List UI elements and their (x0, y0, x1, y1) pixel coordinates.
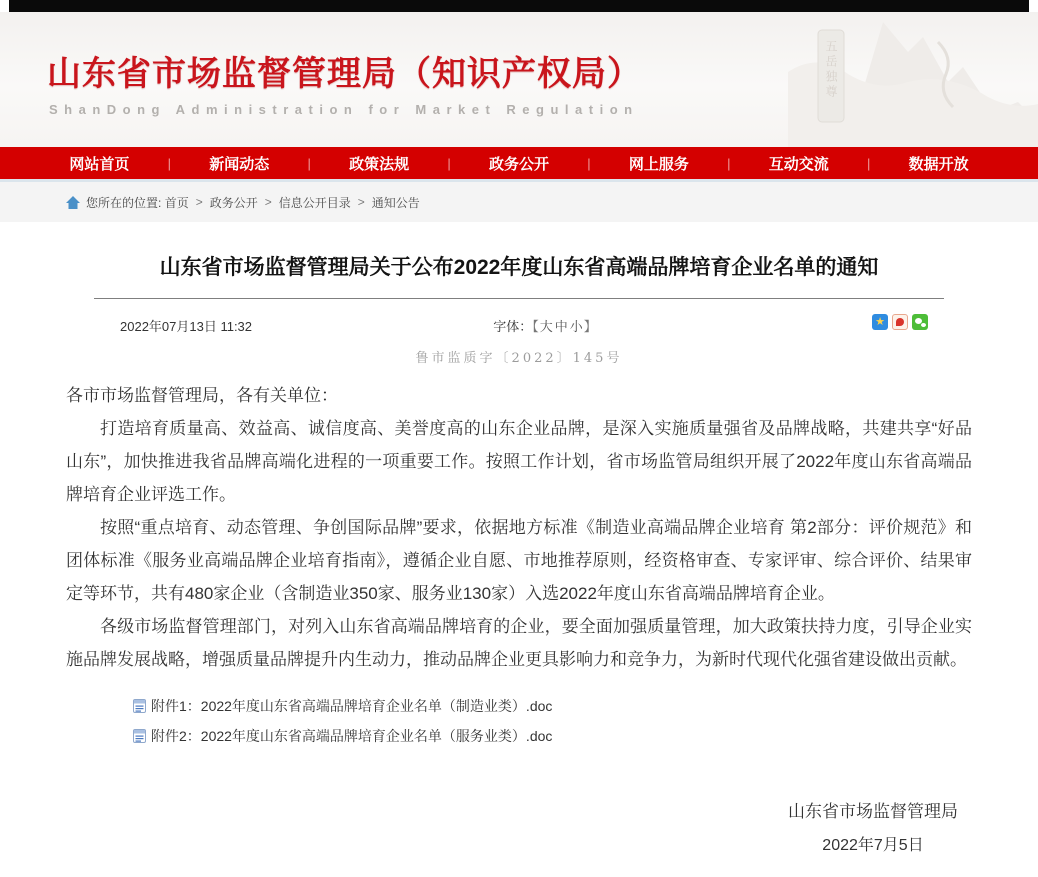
breadcrumb (0, 179, 1038, 222)
home-icon (66, 196, 80, 209)
article-body (0, 366, 1038, 676)
nav-separator: | (727, 155, 731, 171)
main-nav (0, 147, 1038, 179)
publish-date: 2022年07月13日 11:32 (120, 319, 253, 334)
signature-org: 山东省市场监督管理局 (788, 802, 958, 821)
body-paragraph: 各级市场监督管理部门，对列入山东省高端品牌培育的企业，要全面加强质量管理，加大政策扶持力度，引导企业实施品牌发展战略，增强质量品牌提升内生动力，推动品牌企业更具影响力和竞争力，为新时代现代化强省建设做出贡献。 (66, 617, 972, 669)
nav-separator: | (167, 155, 172, 171)
attachment-row (133, 691, 1038, 721)
doc-file-icon (133, 699, 146, 713)
body-paragraph: 打造培育质量高、效益高、诚信度高、美誉度高的山东企业品牌，是深入实施质量强省及品牌战略，共建共享“好品山东”，加快推进我省品牌高端化进程的一项重要工作。按照工作计划，省市场监管局组织开展了2022年度山东省高端品牌培育企业评选工作。 (66, 419, 972, 504)
breadcrumb-prefix: 您所在的位置: (86, 195, 162, 210)
qzone-share-icon[interactable]: ★ (872, 314, 888, 330)
nav-separator: | (307, 155, 311, 171)
nav-separator: | (587, 155, 591, 171)
font-size-label: 字体： (493, 319, 533, 334)
nav-separator: | (867, 155, 871, 171)
font-bracket-close: 】 (583, 319, 597, 334)
breadcrumb-item-info-catalog[interactable]: 信息公开目录 (278, 195, 351, 210)
attachment-2-link[interactable]: 附件2：2022年度山东省高端品牌培育企业名单（服务业类）.doc (151, 728, 553, 744)
nav-item-open-data[interactable]: 数据开放 (908, 155, 969, 173)
weibo-share-icon[interactable] (892, 314, 908, 330)
signature-date: 2022年7月5日 (822, 837, 924, 854)
breadcrumb-separator: > (264, 195, 272, 209)
article-page (0, 222, 1038, 863)
font-size-medium-button[interactable]: 中 (554, 319, 568, 334)
stele-watermark-text: 五岳独尊 (824, 40, 838, 100)
breadcrumb-item-home[interactable]: 首页 (164, 195, 189, 210)
wechat-share-icon[interactable] (912, 314, 928, 330)
font-size-widget (493, 316, 597, 335)
breadcrumb-item-gov-affairs[interactable]: 政务公开 (209, 195, 258, 210)
body-paragraph: 按照“重点培育、动态管理、争创国际品牌”要求，依据地方标准《制造业高端品牌企业培育 第2部分：评价规范》和团体标准《服务业高端品牌企业培育指南》，遵循企业自愿、市地推荐原则，经资格审查、专家评审、综合评价、结果审定等环节，共有480家企业（含制造业350家、服务业130家）入选2022年度山东省高端品牌培育企业。 (66, 518, 972, 603)
doc-file-icon (133, 729, 146, 743)
title-divider (94, 298, 944, 299)
font-size-large-button[interactable]: 大 (539, 319, 553, 334)
nav-item-policy[interactable]: 政策法规 (349, 155, 410, 173)
nav-item-interaction[interactable]: 互动交流 (768, 155, 829, 173)
signature-block (0, 795, 1038, 863)
font-size-small-button[interactable]: 小 (569, 319, 583, 334)
breadcrumb-separator: > (357, 195, 365, 209)
site-title: 山东省市场监督管理局（知识产权局） (47, 55, 642, 93)
share-buttons (872, 314, 928, 330)
site-subtitle-en: ShanDong Administration for Market Regulation (49, 102, 639, 117)
breadcrumb-item-notices: 通知公告 (371, 195, 420, 210)
nav-item-online-service[interactable]: 网上服务 (628, 155, 689, 173)
mountain-watermark-art (788, 12, 1038, 147)
breadcrumb-separator: > (195, 195, 203, 209)
font-bracket-open: 【 (532, 319, 539, 334)
nav-item-home[interactable]: 网站首页 (69, 155, 130, 173)
salutation: 各市市场监督管理局，各有关单位： (66, 386, 338, 405)
nav-separator: | (447, 155, 451, 171)
browser-top-strip (9, 0, 1029, 12)
article-title: 山东省市场监督管理局关于公布2022年度山东省高端品牌培育企业名单的通知 (159, 256, 879, 279)
attachment-1-link[interactable]: 附件1：2022年度山东省高端品牌培育企业名单（制造业类）.doc (151, 698, 553, 714)
site-header (0, 12, 1038, 147)
site-brand (47, 46, 642, 117)
document-number: 鲁市监质字〔2022〕145号 (415, 351, 623, 366)
attachments-list (0, 691, 1038, 751)
nav-item-gov-affairs[interactable]: 政务公开 (489, 155, 550, 173)
nav-item-news[interactable]: 新闻动态 (209, 155, 270, 173)
attachment-row (133, 721, 1038, 751)
article-meta-row (94, 314, 944, 336)
